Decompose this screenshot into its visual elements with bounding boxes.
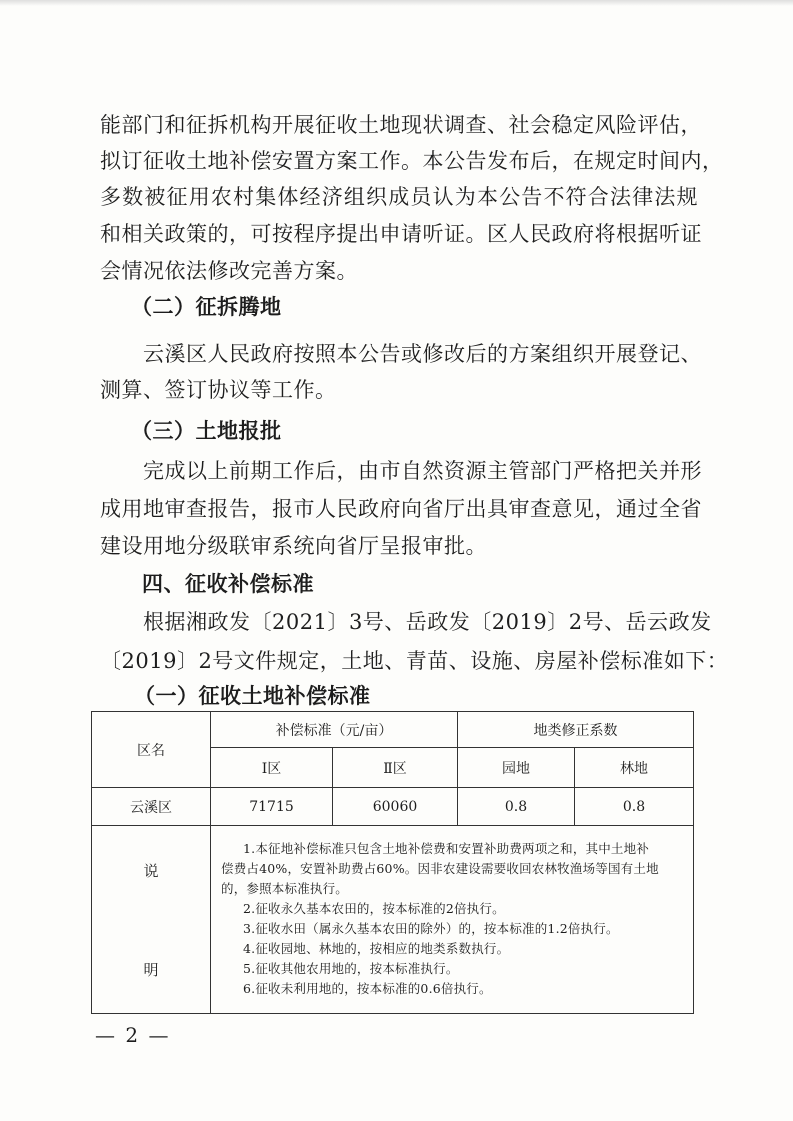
cell-zone-1: 71715 [211,788,333,826]
note-line: 2.征收永久基本农田的，按本标准的2倍执行。 [243,900,505,916]
header-area: 区名 [92,712,211,788]
notes-label-char: 说 [143,861,159,880]
scan-edge [0,0,793,6]
paragraph-line: 和相关政策的，可按程序提出申请听证。区人民政府将根据听证 [100,222,702,246]
cell-garden: 0.8 [458,788,575,826]
header-forest: 林地 [575,748,694,788]
subheading-2: （二）征拆腾地 [131,295,282,319]
header-standard: 补偿标准（元/亩） [211,712,458,748]
cell-area: 云溪区 [92,788,211,826]
header-factor: 地类修正系数 [458,712,694,748]
paragraph-line: 〔2019〕2号文件规定，土地、青苗、设施、房屋补偿标准如下： [100,649,729,673]
notes-label-char: 明 [143,960,159,979]
paragraph-line: 能部门和征拆机构开展征收土地现状调查、社会稳定风险评估， [100,113,702,137]
notes-label [92,826,211,1014]
note-line: 6.征收未利用地的，按本标准的0.6倍执行。 [243,980,492,996]
paragraph-line: 拟订征收土地补偿安置方案工作。本公告发布后，在规定时间内， [100,149,724,173]
section-heading-4: 四、征收补偿标准 [142,572,314,596]
note-line: 的，参照本标准执行。 [221,880,349,896]
subheading-3: （三）土地报批 [131,419,282,443]
note-line: 3.征收水田（属永久基本农田的除外）的，按本标准的1.2倍执行。 [243,920,619,936]
header-zone-1: Ⅰ区 [211,748,333,788]
notes-cell [211,826,694,1014]
note-line: 1.本征地补偿标准只包含土地补偿费和安置补助费两项之和，其中土地补 [243,840,650,856]
header-garden: 园地 [458,748,575,788]
paragraph-line: 根据湘政发〔2021〕3号、岳政发〔2019〕2号、岳云政发 [143,610,712,634]
header-zone-2: Ⅱ区 [333,748,458,788]
paragraph-line: 测算、签订协议等工作。 [100,378,337,402]
note-line: 5.征收其他农用地的，按本标准执行。 [243,960,459,976]
note-line: 偿费占40%，安置补助费占60%。因非农建设需要收回农林牧渔场等国有土地 [221,860,659,876]
paragraph-line: 成用地审查报告，报市人民政府向省厅出具审查意见，通过全省 [100,497,702,521]
note-line: 4.征收园地、林地的，按相应的地类系数执行。 [243,940,510,956]
subheading-4-1: （一）征收土地补偿标准 [134,684,371,708]
paragraph-line: 多数被征用农村集体经济组织成员认为本公告不符合法律法规 [100,185,698,209]
paragraph-line: 会情况依法修改完善方案。 [100,259,358,283]
paragraph-line: 建设用地分级联审系统向省厅呈报审批。 [100,534,487,558]
compensation-table [91,711,694,1014]
paragraph-line: 完成以上前期工作后，由市自然资源主管部门严格把关并形 [143,459,702,483]
cell-zone-2: 60060 [333,788,458,826]
cell-forest: 0.8 [575,788,694,826]
paragraph-line: 云溪区人民政府按照本公告或修改后的方案组织开展登记、 [143,342,702,366]
page-number: — 2 — [95,1023,171,1047]
